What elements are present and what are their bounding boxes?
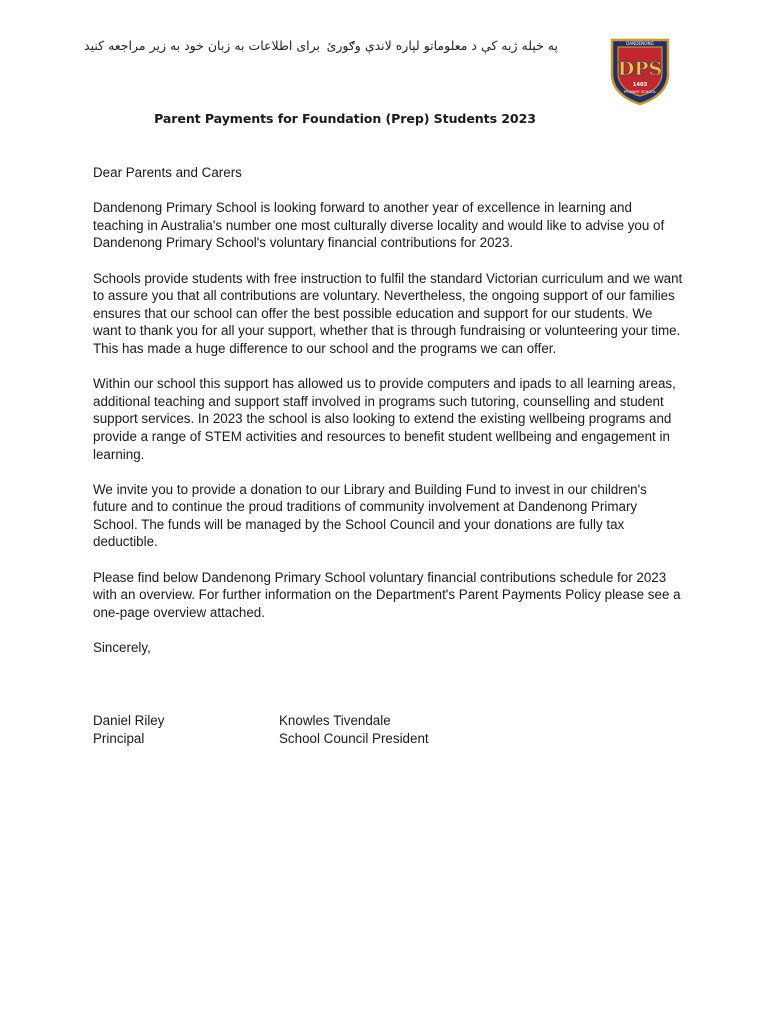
- crest-letters: DPS: [617, 58, 663, 80]
- letter-greeting: Dear Parents and Carers: [93, 165, 242, 180]
- letter-paragraph: Within our school this support has allowed us to provide computers and ipads to all learning areas, additional teaching and support staff involved in programs such tutoring, counselling and student support services. In 2023 the school is also looking to extend the existing wellbeing programs and provide a range of STEM activities and resources to benefit student wellbeing and engagement in learning.: [93, 376, 676, 462]
- school-crest-logo: [608, 36, 672, 106]
- document-title: Parent Payments for Foundation (Prep) Students 2023: [154, 111, 536, 126]
- letter-paragraph: Dandenong Primary School is looking forward to another year of excellence in learning and teaching in Australia's number one most culturally diverse locality and would like to advise you of Dandenong Primary School's voluntary financial contributions for 2023.: [93, 200, 665, 251]
- letter-paragraph: We invite you to provide a donation to our Library and Building Fund to invest in our children's future and to continue the proud traditions of community involvement at Dandenong Primary School. The funds will be managed by the School Council and your donations are fully tax deductible.: [93, 481, 647, 550]
- letter-paragraph: Please find below Dandenong Primary School voluntary financial contributions schedule for 2023 with an overview. For further information on the Department's Parent Payments Policy please see a one-page overview attached.: [93, 569, 681, 620]
- crest-bottom-text: PRIMARY SCHOOL: [623, 90, 657, 94]
- signatory-name: Knowles Tivendale: [279, 713, 391, 728]
- crest-year: 1403: [632, 82, 648, 88]
- signature-principal: [93, 712, 164, 747]
- letter-paragraph: Schools provide students with free instruction to fulfil the standard Victorian curriculum and we want to assure you that all contributions are voluntary. Nevertheless, the ongoing support of our families ensures that our school can offer the best possible education and support for our students. We want to thank you for all your support, whether that is through fundraising or volunteering your time. This has made a huge difference to our school and the programs we can offer.: [93, 270, 683, 356]
- letter-body: [93, 164, 683, 674]
- pashto-language-notice: په خپله ژبه کې د معلوماتو لپاره لاندې وګورئ: [326, 38, 558, 53]
- signatory-role: School Council President: [279, 730, 429, 746]
- signatory-role: Principal: [93, 730, 145, 746]
- letter-closing: Sincerely,: [93, 640, 151, 656]
- signatory-name: Daniel Riley: [93, 713, 165, 728]
- farsi-language-notice: برای اطلاعات به زبان خود به زیر مراجعه کنید: [84, 38, 320, 53]
- crest-top-text: DANDENONG: [626, 41, 654, 46]
- signature-council-president: [279, 712, 429, 747]
